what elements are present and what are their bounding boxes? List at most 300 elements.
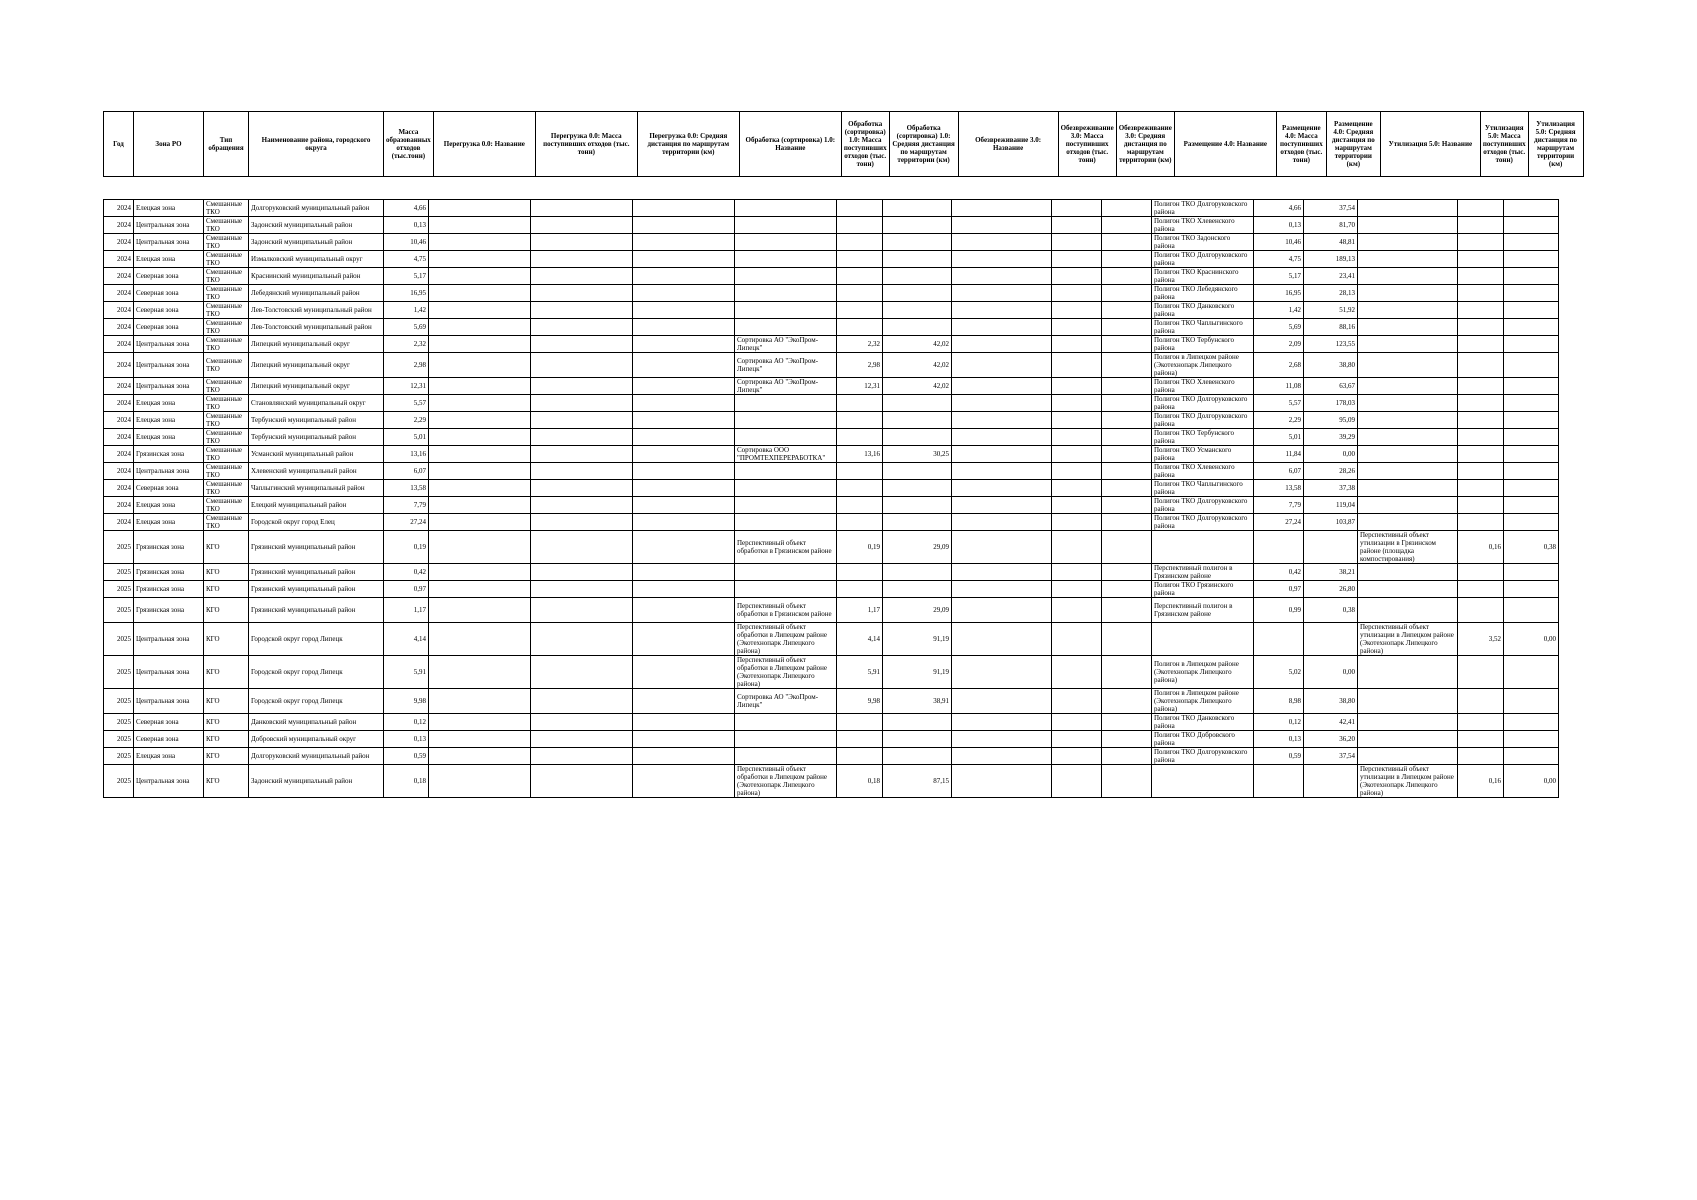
table-cell bbox=[952, 302, 1052, 319]
table-cell bbox=[633, 689, 735, 714]
table-cell: КГО bbox=[204, 689, 249, 714]
table-cell bbox=[1458, 268, 1504, 285]
table-cell bbox=[952, 268, 1052, 285]
table-cell bbox=[1458, 564, 1504, 581]
table-cell bbox=[1504, 285, 1559, 302]
table-cell bbox=[633, 564, 735, 581]
table-cell: Полигон ТКО Хлевенского района bbox=[1152, 378, 1254, 395]
table-cell bbox=[735, 200, 837, 217]
table-cell: Полигон в Липецком районе (Экотехнопарк Липецкого района) bbox=[1152, 689, 1254, 714]
table-cell: Елецкая зона bbox=[134, 200, 204, 217]
table-cell: 29,09 bbox=[883, 531, 952, 564]
table-cell bbox=[735, 581, 837, 598]
table-cell bbox=[531, 412, 633, 429]
table-cell: Полигон ТКО Долгоруковского района bbox=[1152, 251, 1254, 268]
table-row bbox=[104, 285, 1559, 302]
table-cell bbox=[633, 217, 735, 234]
table-cell bbox=[1504, 598, 1559, 623]
table-cell: Грязинский муниципальный район bbox=[249, 531, 384, 564]
table-cell bbox=[1102, 378, 1152, 395]
table-cell: 13,58 bbox=[384, 480, 429, 497]
table-cell bbox=[883, 429, 952, 446]
table-cell: 2,98 bbox=[837, 353, 883, 378]
table-cell: 123,55 bbox=[1304, 336, 1358, 353]
table-cell: 0,13 bbox=[384, 217, 429, 234]
table-cell: 2024 bbox=[104, 463, 134, 480]
table-cell bbox=[837, 251, 883, 268]
column-header: Масса образованных отходов (тыс.тонн) bbox=[384, 112, 434, 177]
table-cell: Перспективный полигон в Грязинском районе bbox=[1152, 598, 1254, 623]
table-cell bbox=[952, 531, 1052, 564]
table-cell bbox=[1458, 446, 1504, 463]
table-cell bbox=[429, 598, 531, 623]
table-cell bbox=[1504, 395, 1559, 412]
table-cell bbox=[429, 268, 531, 285]
table-cell bbox=[1458, 598, 1504, 623]
table-cell: Северная зона bbox=[134, 285, 204, 302]
table-cell: 189,13 bbox=[1304, 251, 1358, 268]
table-cell bbox=[1358, 302, 1458, 319]
table-cell: 37,38 bbox=[1304, 480, 1358, 497]
table-cell bbox=[735, 514, 837, 531]
table-cell bbox=[1102, 497, 1152, 514]
table-cell bbox=[531, 714, 633, 731]
table-cell bbox=[883, 234, 952, 251]
table-cell: 2,98 bbox=[384, 353, 429, 378]
table-cell: 2025 bbox=[104, 714, 134, 731]
table-cell bbox=[1358, 598, 1458, 623]
table-cell: 5,01 bbox=[384, 429, 429, 446]
table-cell: Полигон ТКО Долгоруковского района bbox=[1152, 412, 1254, 429]
table-cell: Задонский муниципальный район bbox=[249, 234, 384, 251]
table-cell: Грязинская зона bbox=[134, 531, 204, 564]
table-cell bbox=[429, 656, 531, 689]
table-cell bbox=[735, 480, 837, 497]
table-cell: КГО bbox=[204, 765, 249, 798]
table-cell bbox=[735, 564, 837, 581]
table-cell bbox=[952, 378, 1052, 395]
table-cell: Смешанные ТКО bbox=[204, 302, 249, 319]
table-cell: 38,21 bbox=[1304, 564, 1358, 581]
table-cell: 0,59 bbox=[1254, 748, 1304, 765]
table-cell bbox=[1102, 336, 1152, 353]
table-cell bbox=[837, 429, 883, 446]
table-cell: 2024 bbox=[104, 200, 134, 217]
table-cell bbox=[1358, 412, 1458, 429]
table-cell bbox=[952, 285, 1052, 302]
table-cell bbox=[837, 581, 883, 598]
table-cell bbox=[633, 531, 735, 564]
table-cell: 0,12 bbox=[1254, 714, 1304, 731]
table-cell: Чаплыгинский муниципальный район bbox=[249, 480, 384, 497]
table-cell bbox=[633, 598, 735, 623]
table-cell: 2024 bbox=[104, 429, 134, 446]
table-cell bbox=[1102, 446, 1152, 463]
table-row bbox=[104, 714, 1559, 731]
column-header: Размещение 4.0: Название bbox=[1174, 112, 1276, 177]
table-cell: 2,29 bbox=[1254, 412, 1304, 429]
table-cell bbox=[1504, 581, 1559, 598]
table-cell bbox=[1102, 395, 1152, 412]
table-cell: Полигон ТКО Лебедянского района bbox=[1152, 285, 1254, 302]
table-cell bbox=[952, 623, 1052, 656]
column-header: Тип обращения bbox=[204, 112, 249, 177]
table-cell bbox=[1458, 714, 1504, 731]
table-cell bbox=[883, 302, 952, 319]
table-cell bbox=[883, 748, 952, 765]
table-cell: Полигон ТКО Долгоруковского района bbox=[1152, 395, 1254, 412]
table-cell bbox=[1504, 748, 1559, 765]
table-cell: 0,13 bbox=[1254, 731, 1304, 748]
table-cell bbox=[1052, 234, 1102, 251]
column-header: Перегрузка 0.0: Название bbox=[433, 112, 535, 177]
table-cell bbox=[429, 429, 531, 446]
table-cell bbox=[429, 531, 531, 564]
table-cell bbox=[952, 217, 1052, 234]
table-cell bbox=[837, 564, 883, 581]
table-cell: КГО bbox=[204, 656, 249, 689]
table-cell: 178,03 bbox=[1304, 395, 1358, 412]
table-cell: КГО bbox=[204, 581, 249, 598]
table-cell bbox=[735, 251, 837, 268]
table-cell: 0,16 bbox=[1458, 531, 1504, 564]
table-cell bbox=[1052, 319, 1102, 336]
table-cell: Лебедянский муниципальный район bbox=[249, 285, 384, 302]
table-cell bbox=[952, 234, 1052, 251]
table-cell: 2,32 bbox=[384, 336, 429, 353]
table-cell: 2025 bbox=[104, 581, 134, 598]
table-cell: Перспективный объект утилизации в Грязинском районе (площадка компостирования) bbox=[1358, 531, 1458, 564]
table-cell bbox=[633, 268, 735, 285]
table-cell: Центральная зона bbox=[134, 353, 204, 378]
table-cell bbox=[633, 480, 735, 497]
table-cell bbox=[633, 656, 735, 689]
table-cell bbox=[531, 268, 633, 285]
table-cell: 4,14 bbox=[384, 623, 429, 656]
table-cell: КГО bbox=[204, 623, 249, 656]
table-cell: Елецкая зона bbox=[134, 514, 204, 531]
data-table bbox=[103, 199, 1559, 798]
table-cell bbox=[952, 429, 1052, 446]
table-cell bbox=[952, 463, 1052, 480]
table-cell: 2025 bbox=[104, 765, 134, 798]
table-cell: Смешанные ТКО bbox=[204, 412, 249, 429]
table-cell bbox=[429, 463, 531, 480]
table-cell: КГО bbox=[204, 598, 249, 623]
table-cell bbox=[952, 353, 1052, 378]
table-row bbox=[104, 336, 1559, 353]
table-cell bbox=[883, 714, 952, 731]
table-cell bbox=[531, 302, 633, 319]
table-cell bbox=[531, 564, 633, 581]
table-cell: 10,46 bbox=[384, 234, 429, 251]
table-cell: 10,46 bbox=[1254, 234, 1304, 251]
table-cell: 1,17 bbox=[837, 598, 883, 623]
table-cell: 2025 bbox=[104, 598, 134, 623]
table-cell bbox=[1102, 623, 1152, 656]
table-row bbox=[104, 497, 1559, 514]
table-cell: Полигон ТКО Хлевенского района bbox=[1152, 463, 1254, 480]
table-cell: Центральная зона bbox=[134, 234, 204, 251]
table-cell: 27,24 bbox=[1254, 514, 1304, 531]
table-cell: КГО bbox=[204, 564, 249, 581]
table-cell bbox=[883, 200, 952, 217]
table-row bbox=[104, 748, 1559, 765]
table-cell bbox=[1102, 251, 1152, 268]
table-cell: Тербунский муниципальный район bbox=[249, 429, 384, 446]
table-cell: 0,18 bbox=[837, 765, 883, 798]
table-cell bbox=[883, 395, 952, 412]
table-cell bbox=[1102, 714, 1152, 731]
table-cell bbox=[633, 463, 735, 480]
table-cell: 0,13 bbox=[384, 731, 429, 748]
table-row bbox=[104, 234, 1559, 251]
table-cell bbox=[1254, 623, 1304, 656]
table-cell bbox=[735, 217, 837, 234]
table-cell bbox=[883, 564, 952, 581]
table-cell bbox=[1358, 429, 1458, 446]
table-cell bbox=[531, 581, 633, 598]
table-cell: 2,09 bbox=[1254, 336, 1304, 353]
table-cell: 5,91 bbox=[384, 656, 429, 689]
table-cell bbox=[883, 581, 952, 598]
table-cell: Липецкий муниципальный округ bbox=[249, 378, 384, 395]
table-cell: 27,24 bbox=[384, 514, 429, 531]
table-cell bbox=[735, 285, 837, 302]
table-cell bbox=[1358, 714, 1458, 731]
table-cell: Центральная зона bbox=[134, 463, 204, 480]
table-cell bbox=[531, 429, 633, 446]
table-cell: 0,16 bbox=[1458, 765, 1504, 798]
table-cell: Грязинский муниципальный район bbox=[249, 598, 384, 623]
table-cell bbox=[633, 623, 735, 656]
table-cell bbox=[531, 319, 633, 336]
table-cell bbox=[837, 200, 883, 217]
table-cell: Полигон ТКО Долгоруковского района bbox=[1152, 514, 1254, 531]
table-cell: 26,80 bbox=[1304, 581, 1358, 598]
table-cell bbox=[1102, 463, 1152, 480]
table-cell bbox=[429, 689, 531, 714]
column-header: Размещение 4.0: Масса поступивших отходов (тыс. тонн) bbox=[1276, 112, 1326, 177]
table-cell: Полигон ТКО Чаплыгинского района bbox=[1152, 319, 1254, 336]
table-cell bbox=[429, 234, 531, 251]
table-cell bbox=[1052, 748, 1102, 765]
table-cell bbox=[1304, 623, 1358, 656]
table-cell bbox=[633, 353, 735, 378]
table-cell bbox=[1102, 689, 1152, 714]
table-cell: Полигон ТКО Долгоруковского района bbox=[1152, 497, 1254, 514]
table-cell: 2024 bbox=[104, 446, 134, 463]
table-cell: 5,57 bbox=[1254, 395, 1304, 412]
table-row bbox=[104, 353, 1559, 378]
table-cell bbox=[1102, 217, 1152, 234]
table-cell: Долгоруковский муниципальный район bbox=[249, 200, 384, 217]
table-cell: 37,54 bbox=[1304, 200, 1358, 217]
table-cell bbox=[735, 497, 837, 514]
column-header: Утилизация 5.0: Название bbox=[1380, 112, 1480, 177]
table-cell bbox=[1052, 689, 1102, 714]
table-cell: 48,81 bbox=[1304, 234, 1358, 251]
table-cell: 5,69 bbox=[1254, 319, 1304, 336]
table-cell bbox=[883, 412, 952, 429]
table-cell bbox=[1358, 731, 1458, 748]
table-cell: 81,70 bbox=[1304, 217, 1358, 234]
table-cell bbox=[1504, 446, 1559, 463]
table-cell bbox=[1358, 336, 1458, 353]
table-cell: 0,59 bbox=[384, 748, 429, 765]
column-header: Зона РО bbox=[134, 112, 204, 177]
table-cell bbox=[952, 412, 1052, 429]
table-cell bbox=[1504, 480, 1559, 497]
table-cell: 0,97 bbox=[1254, 581, 1304, 598]
table-cell: Данковский муниципальный район bbox=[249, 714, 384, 731]
table-cell bbox=[1102, 412, 1152, 429]
table-cell: 0,18 bbox=[384, 765, 429, 798]
table-cell: Сортировка АО "ЭкоПром-Липецк" bbox=[735, 336, 837, 353]
table-cell: Перспективный объект обработки в Липецком районе (Экотехнопарк Липецкого района) bbox=[735, 765, 837, 798]
table-cell: 2024 bbox=[104, 268, 134, 285]
table-cell bbox=[1504, 656, 1559, 689]
column-header: Обезвреживание 3.0: Масса поступивших отходов (тыс. тонн) bbox=[1058, 112, 1116, 177]
table-cell bbox=[429, 285, 531, 302]
table-cell: 0,19 bbox=[837, 531, 883, 564]
table-cell: 42,02 bbox=[883, 336, 952, 353]
table-cell: Хлевенский муниципальный район bbox=[249, 463, 384, 480]
table-cell bbox=[837, 319, 883, 336]
table-cell bbox=[1504, 251, 1559, 268]
table-cell bbox=[1102, 765, 1152, 798]
table-cell bbox=[1052, 302, 1102, 319]
table-cell bbox=[1304, 765, 1358, 798]
table-row bbox=[104, 251, 1559, 268]
table-cell: Грязинская зона bbox=[134, 446, 204, 463]
table-cell: 2024 bbox=[104, 353, 134, 378]
table-cell bbox=[1052, 581, 1102, 598]
table-cell bbox=[1458, 581, 1504, 598]
table-cell: Смешанные ТКО bbox=[204, 251, 249, 268]
table-cell: Перспективный объект утилизации в Липецком районе (Экотехнопарк Липецкого района) bbox=[1358, 765, 1458, 798]
table-cell: 2025 bbox=[104, 623, 134, 656]
table-cell: 4,14 bbox=[837, 623, 883, 656]
table-cell bbox=[1504, 200, 1559, 217]
table-cell bbox=[429, 200, 531, 217]
table-cell bbox=[531, 395, 633, 412]
table-cell bbox=[1458, 689, 1504, 714]
table-cell: Центральная зона bbox=[134, 689, 204, 714]
table-cell bbox=[429, 581, 531, 598]
table-cell: Смешанные ТКО bbox=[204, 217, 249, 234]
table-cell: 2025 bbox=[104, 748, 134, 765]
table-cell: 4,75 bbox=[1254, 251, 1304, 268]
table-cell: 38,80 bbox=[1304, 689, 1358, 714]
table-cell: Елецкая зона bbox=[134, 429, 204, 446]
table-cell: 13,16 bbox=[837, 446, 883, 463]
table-cell bbox=[837, 497, 883, 514]
table-cell bbox=[1304, 531, 1358, 564]
table-cell bbox=[1358, 446, 1458, 463]
table-cell: 7,79 bbox=[1254, 497, 1304, 514]
table-cell: 5,69 bbox=[384, 319, 429, 336]
table-cell bbox=[1102, 480, 1152, 497]
table-cell bbox=[1358, 395, 1458, 412]
table-cell bbox=[429, 302, 531, 319]
table-cell bbox=[1458, 395, 1504, 412]
table-cell bbox=[429, 731, 531, 748]
table-row bbox=[104, 564, 1559, 581]
table-cell: 42,02 bbox=[883, 353, 952, 378]
table-cell bbox=[1458, 353, 1504, 378]
table-cell: Смешанные ТКО bbox=[204, 480, 249, 497]
table-cell bbox=[952, 765, 1052, 798]
table-cell: Полигон ТКО Грязинского района bbox=[1152, 581, 1254, 598]
table-cell: 0,42 bbox=[384, 564, 429, 581]
table-cell bbox=[1358, 656, 1458, 689]
table-cell: Перспективный объект утилизации в Липецком районе (Экотехнопарк Липецкого района) bbox=[1358, 623, 1458, 656]
table-cell: 2,32 bbox=[837, 336, 883, 353]
table-cell bbox=[735, 268, 837, 285]
table-cell: Полигон в Липецком районе (Экотехнопарк Липецкого района) bbox=[1152, 353, 1254, 378]
table-cell bbox=[531, 531, 633, 564]
table-cell: Полигон в Липецком районе (Экотехнопарк Липецкого района) bbox=[1152, 656, 1254, 689]
table-cell bbox=[1152, 531, 1254, 564]
table-cell bbox=[531, 217, 633, 234]
table-cell: Становлянский муниципальный округ bbox=[249, 395, 384, 412]
table-cell bbox=[429, 412, 531, 429]
table-cell bbox=[1504, 336, 1559, 353]
table-cell: 2024 bbox=[104, 217, 134, 234]
table-cell: 2024 bbox=[104, 251, 134, 268]
table-cell bbox=[1052, 765, 1102, 798]
table-cell: 5,17 bbox=[1254, 268, 1304, 285]
table-cell: Полигон ТКО Усманского района bbox=[1152, 446, 1254, 463]
table-cell: Смешанные ТКО bbox=[204, 268, 249, 285]
table-cell bbox=[952, 689, 1052, 714]
table-cell: Смешанные ТКО bbox=[204, 353, 249, 378]
table-cell: Городской округ город Липецк bbox=[249, 623, 384, 656]
table-cell bbox=[1102, 564, 1152, 581]
table-cell: 2024 bbox=[104, 302, 134, 319]
table-cell: Смешанные ТКО bbox=[204, 497, 249, 514]
table-row bbox=[104, 200, 1559, 217]
table-cell: 119,04 bbox=[1304, 497, 1358, 514]
table-cell bbox=[429, 336, 531, 353]
table-cell bbox=[1504, 497, 1559, 514]
table-cell bbox=[429, 497, 531, 514]
table-cell: Елецкий муниципальный район bbox=[249, 497, 384, 514]
table-cell bbox=[1458, 217, 1504, 234]
table-cell: Северная зона bbox=[134, 302, 204, 319]
table-cell: Центральная зона bbox=[134, 623, 204, 656]
table-cell: 0,00 bbox=[1304, 656, 1358, 689]
table-cell bbox=[1504, 514, 1559, 531]
table-cell bbox=[883, 285, 952, 302]
table-cell bbox=[837, 514, 883, 531]
table-cell: 13,58 bbox=[1254, 480, 1304, 497]
table-cell bbox=[531, 353, 633, 378]
column-header: Обезвреживание 3.0: Название bbox=[958, 112, 1058, 177]
table-cell bbox=[531, 378, 633, 395]
table-cell bbox=[1504, 412, 1559, 429]
table-cell bbox=[883, 217, 952, 234]
table-cell bbox=[633, 714, 735, 731]
table-cell bbox=[1358, 234, 1458, 251]
table-cell: Центральная зона bbox=[134, 656, 204, 689]
table-cell bbox=[1504, 353, 1559, 378]
table-cell bbox=[1358, 689, 1458, 714]
table-cell bbox=[429, 564, 531, 581]
table-cell: Грязинская зона bbox=[134, 564, 204, 581]
table-cell: 6,07 bbox=[1254, 463, 1304, 480]
